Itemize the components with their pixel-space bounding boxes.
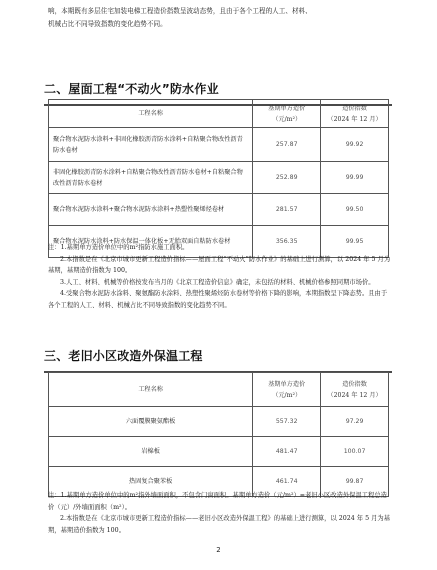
- table-header-row: [49, 100, 389, 128]
- section-2-title: 二、屋面工程“不动火”防水作业: [44, 80, 392, 106]
- section-2-table: [48, 99, 389, 258]
- header-project-name: 工程名称: [49, 373, 253, 407]
- row-price: 257.87: [253, 128, 321, 162]
- note-3: 3.人工、材料、机械等价格按发布当月的《北京工程造价信息》确定，未包括的材料、机械价格参照同期市场价。: [60, 278, 375, 286]
- note-1: 注：1.基期单方造价单位中的m²指外墙面面积，不包含门窗面积。基期单方造价（元/m²）=老旧小区改造外保温工程总造价（元）/外墙面面积（m²）。: [48, 492, 387, 511]
- table-row: [49, 162, 389, 194]
- row-index: 97.29: [321, 407, 389, 437]
- section-2-notes: [48, 242, 393, 311]
- table-row: [49, 407, 389, 437]
- row-index: 99.99: [321, 162, 389, 194]
- row-name: 聚合物水泥防水涂料+聚合物水泥防水涂料+热塑性聚烯烃卷材: [49, 194, 253, 226]
- intro-line-1: 响，本期既有多层住宅加装电梯工程造价指数呈波动态势，且由于各个工程的人工、材料、: [48, 7, 312, 15]
- row-index: 99.50: [321, 194, 389, 226]
- row-price: 461.74: [253, 467, 321, 497]
- row-price: 481.47: [253, 437, 321, 467]
- header-cost-index-line2: （2024 年 12 月）: [327, 391, 382, 399]
- header-base-price-line2: （元/m²）: [272, 115, 302, 123]
- section-3-notes: [48, 490, 393, 536]
- page-number: 2: [216, 546, 221, 554]
- header-base-price-line1: 基期单方造价: [268, 380, 306, 388]
- header-project-name: 工程名称: [49, 100, 253, 128]
- intro-line-2: 机械占比不同导致指数的变化趋势不同。: [48, 20, 167, 28]
- header-cost-index-line2: （2024 年 12 月）: [327, 115, 382, 123]
- row-index: 99.95: [321, 226, 389, 258]
- header-base-price: [253, 373, 321, 407]
- row-index: 99.87: [321, 467, 389, 497]
- note-2: 2.本指数是在《北京市城市更新工程造价指标——老旧小区改造外保温工程》的基础上进行测算，以 2024 年 5 月为基期，基期造价指数为 100。: [48, 515, 390, 534]
- header-cost-index: [321, 100, 389, 128]
- header-base-price-line2: （元/m²）: [272, 391, 302, 399]
- row-name: 聚合物水泥防水涂料+防水保温一体化板+无胎双面自粘防水卷材: [49, 226, 253, 258]
- table-row: [49, 437, 389, 467]
- row-price: 252.89: [253, 162, 321, 194]
- row-name: 热固复合聚苯板: [49, 467, 253, 497]
- row-price: 356.35: [253, 226, 321, 258]
- intro-paragraph: [48, 5, 388, 31]
- row-price: 557.32: [253, 407, 321, 437]
- note-2: 2.本指数是在《北京市城市更新工程造价指标——屋面工程“不动火”防水作业》的基础上进行测算，以 2024 年 5 月为基期，基期造价指数为 100。: [48, 255, 391, 274]
- table-header-row: [49, 373, 389, 407]
- table-row: [49, 128, 389, 162]
- row-price: 281.57: [253, 194, 321, 226]
- header-cost-index-line1: 造价指数: [342, 380, 367, 388]
- table-row: [49, 194, 389, 226]
- row-name: 六面覆膜聚氨酯板: [49, 407, 253, 437]
- header-base-price-line1: 基期单方造价: [268, 104, 306, 112]
- header-cost-index-line1: 造价指数: [342, 104, 367, 112]
- header-cost-index: [321, 373, 389, 407]
- section-3-title: 三、老旧小区改造外保温工程: [44, 347, 392, 373]
- row-name: 聚合物水泥防水涂料+非固化橡胶沥青防水涂料+自粘聚合物改性沥青防水卷材: [49, 128, 253, 162]
- note-4: 4.受聚合物水泥防水涂料、聚氨酯防水涂料、热塑性聚烯烃防水卷材等价格下降的影响，本期指数呈下降态势。且由于各个工程的人工、材料、机械占比不同导致指数的变化趋势不同。: [48, 290, 388, 309]
- row-index: 99.92: [321, 128, 389, 162]
- row-index: 100.07: [321, 437, 389, 467]
- note-1: 注：1.基期单方造价单位中的m²指防水施工面积。: [48, 244, 189, 251]
- row-name: 非固化橡胶沥青防水涂料+自粘聚合物改性沥青防水卷材+自粘聚合物改性沥青防水卷材: [49, 162, 253, 194]
- section-3-table: [48, 372, 389, 497]
- row-name: 岩棉板: [49, 437, 253, 467]
- header-base-price: [253, 100, 321, 128]
